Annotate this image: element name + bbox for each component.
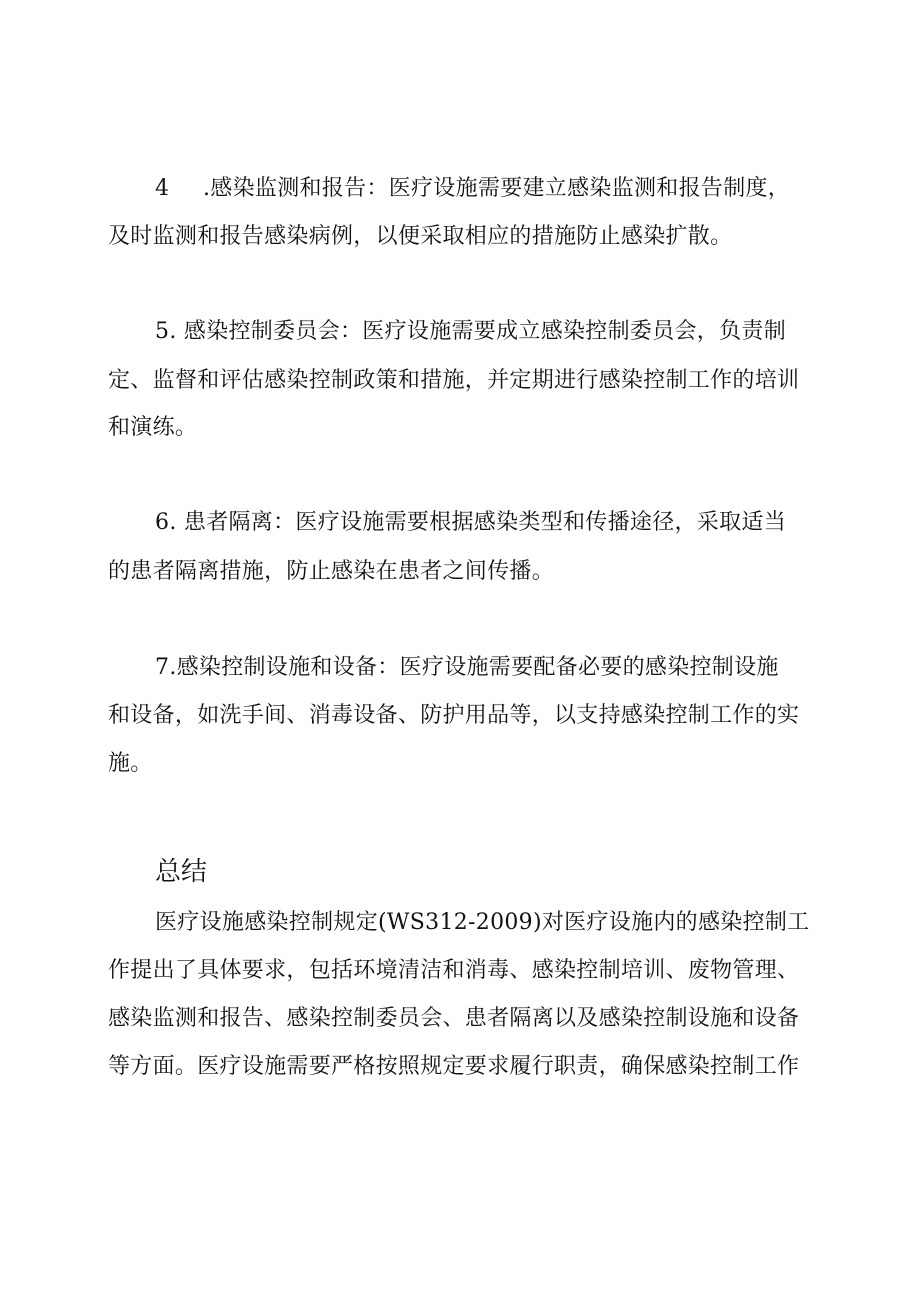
item-4-line-1 — [155, 174, 828, 204]
item-5-line-2: 定、监督和评估感染控制政策和措施，并定期进行感染控制工作的培训 — [108, 368, 800, 393]
item-7-line-2: 和设备，如洗手间、消毒设备、防护用品等，以支持感染控制工作的实 — [108, 703, 800, 728]
item-5-text: . 感染控制委员会：医疗设施需要成立感染控制委员会，负责制 — [169, 319, 787, 344]
item-7-line-1 — [155, 653, 828, 683]
summary-line-2: 作提出了具体要求，包括环境清洁和消毒、感染控制培训、废物管理、 — [108, 958, 800, 983]
item-6-line-2: 的患者隔离措施，防止感染在患者之间传播。 — [108, 559, 555, 584]
summary-line-1: 医疗设施感染控制规定(WS312-2009)对医疗设施内的感染控制工 — [155, 910, 810, 935]
summary-line-4: 等方面。医疗设施需要严格按照规定要求履行职责，确保感染控制工作 — [108, 1054, 800, 1079]
item-7-line-3: 施。 — [108, 751, 153, 776]
item-4-text: .感染监测和报告：医疗设施需要建立感染监测和报告制度， — [203, 176, 791, 201]
summary-heading: 总结 — [155, 857, 208, 887]
item-6-number: 6 — [155, 510, 170, 535]
item-6-line-1 — [155, 508, 828, 538]
item-5-number: 5 — [155, 319, 170, 344]
item-5-line-3: 和演练。 — [108, 415, 198, 440]
item-6-text: . 患者隔离：医疗设施需要根据感染类型和传播途径，采取适当 — [169, 510, 787, 535]
summary-line-3: 感染监测和报告、感染控制委员会、患者隔离以及感染控制设施和设备 — [108, 1006, 800, 1031]
item-7-number: 7 — [155, 655, 170, 680]
item-5-line-1 — [155, 317, 828, 347]
item-7-text: .感染控制设施和设备：医疗设施需要配备必要的感染控制设施 — [169, 655, 779, 680]
item-4-number: 4 — [155, 176, 170, 201]
item-4-line-2: 及时监测和报告感染病例，以便采取相应的措施防止感染扩散。 — [108, 224, 733, 249]
